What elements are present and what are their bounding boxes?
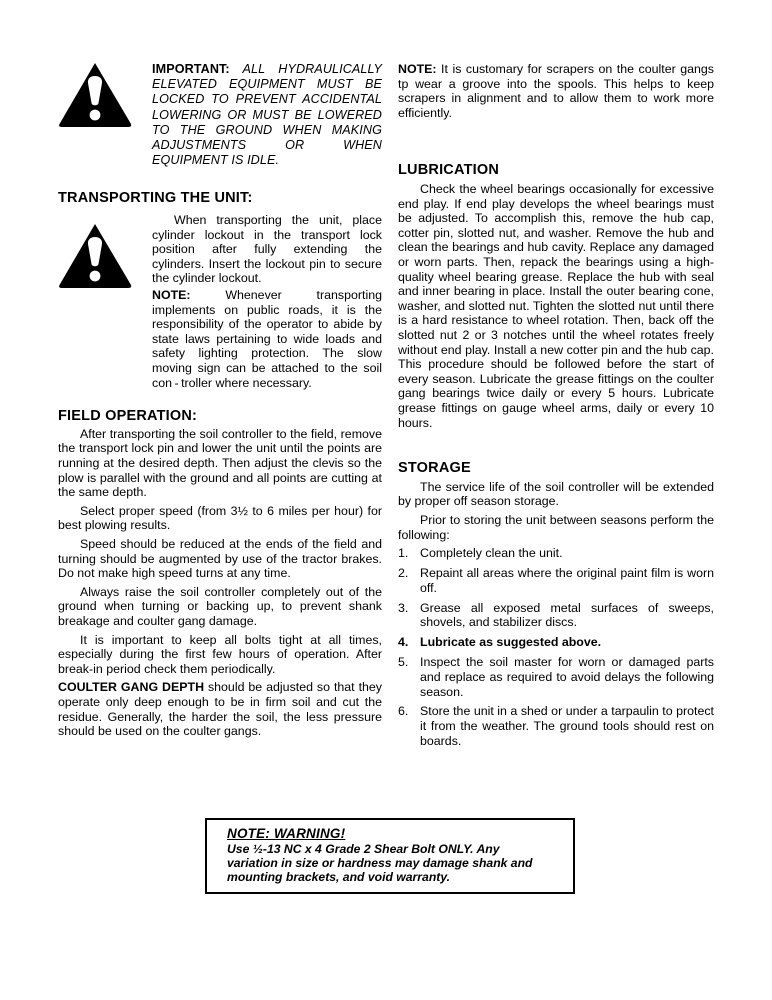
list-item: Lubricate as suggested above. bbox=[420, 635, 602, 650]
field-operation-paragraph-4: Always raise the soil controller completely out of the ground when turning or backing up, to prevent shank breakage and coulter gang damage. bbox=[58, 584, 382, 629]
coulter-gang-depth-paragraph bbox=[58, 680, 382, 738]
right-column bbox=[398, 62, 714, 754]
important-callout-text bbox=[152, 62, 382, 168]
field-operation-paragraph-5: It is important to keep all bolts tight at all times, especially during the first few hours of operation. After break-in period check them periodically. bbox=[58, 632, 382, 676]
important-callout bbox=[58, 62, 382, 168]
left-column bbox=[58, 62, 382, 739]
shear-bolt-warning-box bbox=[205, 818, 575, 894]
transporting-note-keyword: NOTE: bbox=[152, 288, 191, 303]
heading-field-operation: FIELD OPERATION: bbox=[58, 408, 198, 425]
transporting-paragraph-1: When transporting the unit, place cylinder lockout in the transport lock position after fully extending the cylinders. Insert the lockout pin to secure the cylinder lockout. bbox=[152, 213, 382, 286]
transporting-callout-text bbox=[152, 213, 382, 390]
coulter-gang-depth-keyword: COULTER GANG DEPTH bbox=[58, 680, 205, 695]
transporting-note bbox=[152, 288, 382, 390]
storage-paragraph-1: The service life of the soil controller will be extended by proper off season storage. bbox=[398, 479, 714, 509]
field-operation-paragraph-3: Speed should be reduced at the ends of the field and turning should be augmented by use of the tractor brakes. Do not make high speed turns at any time. bbox=[58, 537, 382, 581]
scraper-note bbox=[398, 62, 714, 120]
transporting-note-text: Whenever transporting implements on public roads, it is the responsibility of the operator to abide by state laws pertaining to wide loads and safety lighting protection. The slow moving sign can be attached to the soil con - troller where necessary. bbox=[152, 288, 382, 390]
field-operation-paragraph-2: Select proper speed (from 3½ to 6 miles per hour) for best plowing results. bbox=[58, 503, 382, 533]
transporting-callout bbox=[58, 213, 382, 390]
list-item: Grease all exposed metal surfaces of sweeps, shovels, and stabilizer discs. bbox=[420, 600, 714, 630]
field-operation-paragraph-1: After transporting the soil controller to the field, remove the transport lock pin and lower the unit until the points are running at the desired depth. Then adjust the clevis so the plow is parallel with the ground and all points are cutting at the same depth. bbox=[58, 426, 382, 500]
important-keyword: IMPORTANT: bbox=[152, 62, 230, 76]
scraper-note-text: It is customary for scrapers on the coulter gangs tp wear a groove into the spools. This helps to keep scrapers in alignment and to allow them to work more efficiently. bbox=[398, 62, 714, 120]
important-body: ALL HYDRAULICALLY ELEVATED EQUIPMENT MUST BE LOCKED TO PREVENT ACCIDENTAL LOWERING OR MUST BE LOWERED TO THE GROUND WHEN MAKING ADJUSTMENTS OR WHEN EQUIPMENT IS IDLE. bbox=[152, 62, 382, 168]
warning-box-line-1: Use ½-13 NC x 4 Grade 2 Shear Bolt ONLY. Any bbox=[227, 842, 500, 856]
lubrication-paragraph-1: Check the wheel bearings occasionally for excessive end play. If end play develops the wheel bearings must be adjusted. To accomplish this, remove the hub cap, cotter pin, slotted nut, and washer. Remove the hub and clean the bearings and hub cavity. Replace any damaged or worn parts. Then, repack the bearings using a high-quality wheel bearing grease. Replace the hub with seal and inner bearing in place. Install the outer bearing cone, washer, and slotted nut. Tighten the slotted nut until there is a hard resistance to wheel rotation. Then, back off the slotted nut 2 or 3 notches until the wheel rotates freely without end play. Install a new cotter pin and the hub cap. This procedure should be followed before the start of every season. Lubricate the grease fittings on the coulter gang bearings twice daily or every 5 hours. Lubricate grease fittings on gauge wheel arms, daily or every 10 hours. bbox=[398, 182, 714, 430]
heading-storage: STORAGE bbox=[398, 460, 471, 477]
warning-box-inner bbox=[207, 820, 573, 884]
warning-box-line-3: mounting brackets, and void warranty. bbox=[227, 870, 451, 884]
list-item: Repaint all areas where the original paint film is worn off. bbox=[420, 565, 714, 595]
list-item: Store the unit in a shed or under a tarpaulin to protect it from the weather. The ground tools should rest on boards. bbox=[420, 704, 714, 748]
warning-box-title: NOTE: WARNING! bbox=[227, 826, 346, 841]
warning-triangle-icon bbox=[58, 62, 132, 128]
important-paragraph bbox=[152, 62, 382, 168]
warning-triangle-icon bbox=[58, 223, 132, 289]
list-item: Completely clean the unit. bbox=[420, 546, 563, 561]
heading-transporting-the-unit: TRANSPORTING THE UNIT: bbox=[58, 190, 253, 207]
warning-box-line-2: variation in size or hardness may damage shank and bbox=[227, 856, 533, 870]
storage-steps-list bbox=[398, 546, 714, 749]
scraper-note-keyword: NOTE: bbox=[398, 62, 437, 76]
storage-paragraph-2: Prior to storing the unit between seasons perform the following: bbox=[398, 513, 714, 542]
coulter-gang-depth-text: should be adjusted so that they operate only deep enough to be in firm soil and cut the residue. Generally, the harder the soil, the less pressure should be used on the coulter gangs. bbox=[58, 680, 382, 739]
heading-lubrication: LUBRICATION bbox=[398, 162, 500, 179]
list-item: Inspect the soil master for worn or damaged parts and replace as required to avoid delays the following season. bbox=[420, 654, 714, 699]
